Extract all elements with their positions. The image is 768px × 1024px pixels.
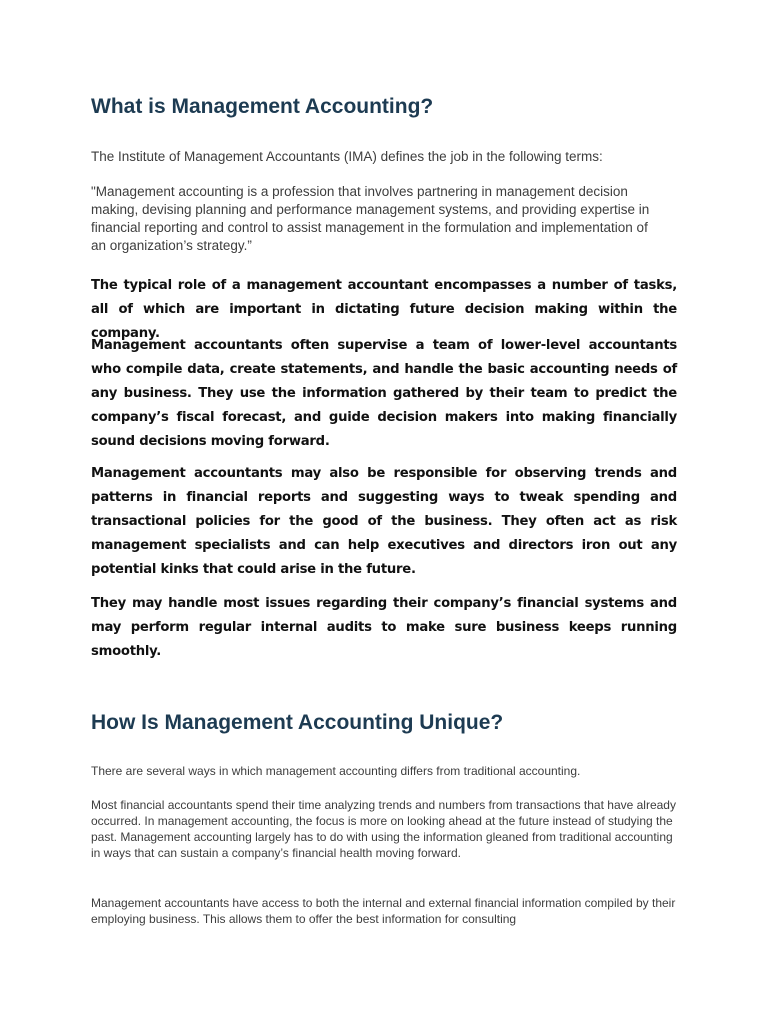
supervise-paragraph: Management accountants often supervise a team of lower-level accountants who compile data, create statements, and handle the basic accounting needs of any business. They use the information gathered by their team to predict the company’s fiscal forecast, and guide decision makers into making financially sound decisions moving forward. [91, 338, 677, 449]
trends-paragraph: Management accountants may also be responsible for observing trends and patterns in financial reports and suggesting ways to tweak spending and transactional policies for the good of the business. They often act as risk management specialists and can help executives and directors iron out any potential kinks that could arise in the future. [91, 466, 677, 577]
financial-accountants-paragraph: Most financial accountants spend their time analyzing trends and numbers from transactions that have already occurred. In management accounting, the focus is more on looking ahead at the future instead of studying the past. Management accounting largely has to do with using the information gleaned from traditional accounting in ways that can sustain a company’s financial health moving forward. [91, 798, 676, 860]
role-paragraph: The typical role of a management accountant encompasses a number of tasks, all of which are important in dictating future decision making within the company. [91, 278, 677, 341]
access-paragraph: Management accountants have access to both the internal and external financial information compiled by their employing business. This allows them to offer the best information for consulting [91, 896, 676, 926]
section-heading-unique: How Is Management Accounting Unique? [91, 711, 504, 734]
audits-paragraph: They may handle most issues regarding their company’s financial systems and may perform regular internal audits to make sure business keeps running smoothly. [91, 596, 677, 659]
differences-intro-text: There are several ways in which management accounting differs from traditional accounting. [91, 764, 581, 778]
ima-quote-text: "Management accounting is a profession that involves partnering in management decision making, devising planning and performance management systems, and providing expertise in financial reporting and control to assist management in the formulation and implementation of an organization’s strategy.” [91, 184, 650, 253]
ima-intro-text: The Institute of Management Accountants (IMA) defines the job in the following terms: [91, 149, 603, 164]
section-heading-what-is: What is Management Accounting? [91, 95, 434, 118]
